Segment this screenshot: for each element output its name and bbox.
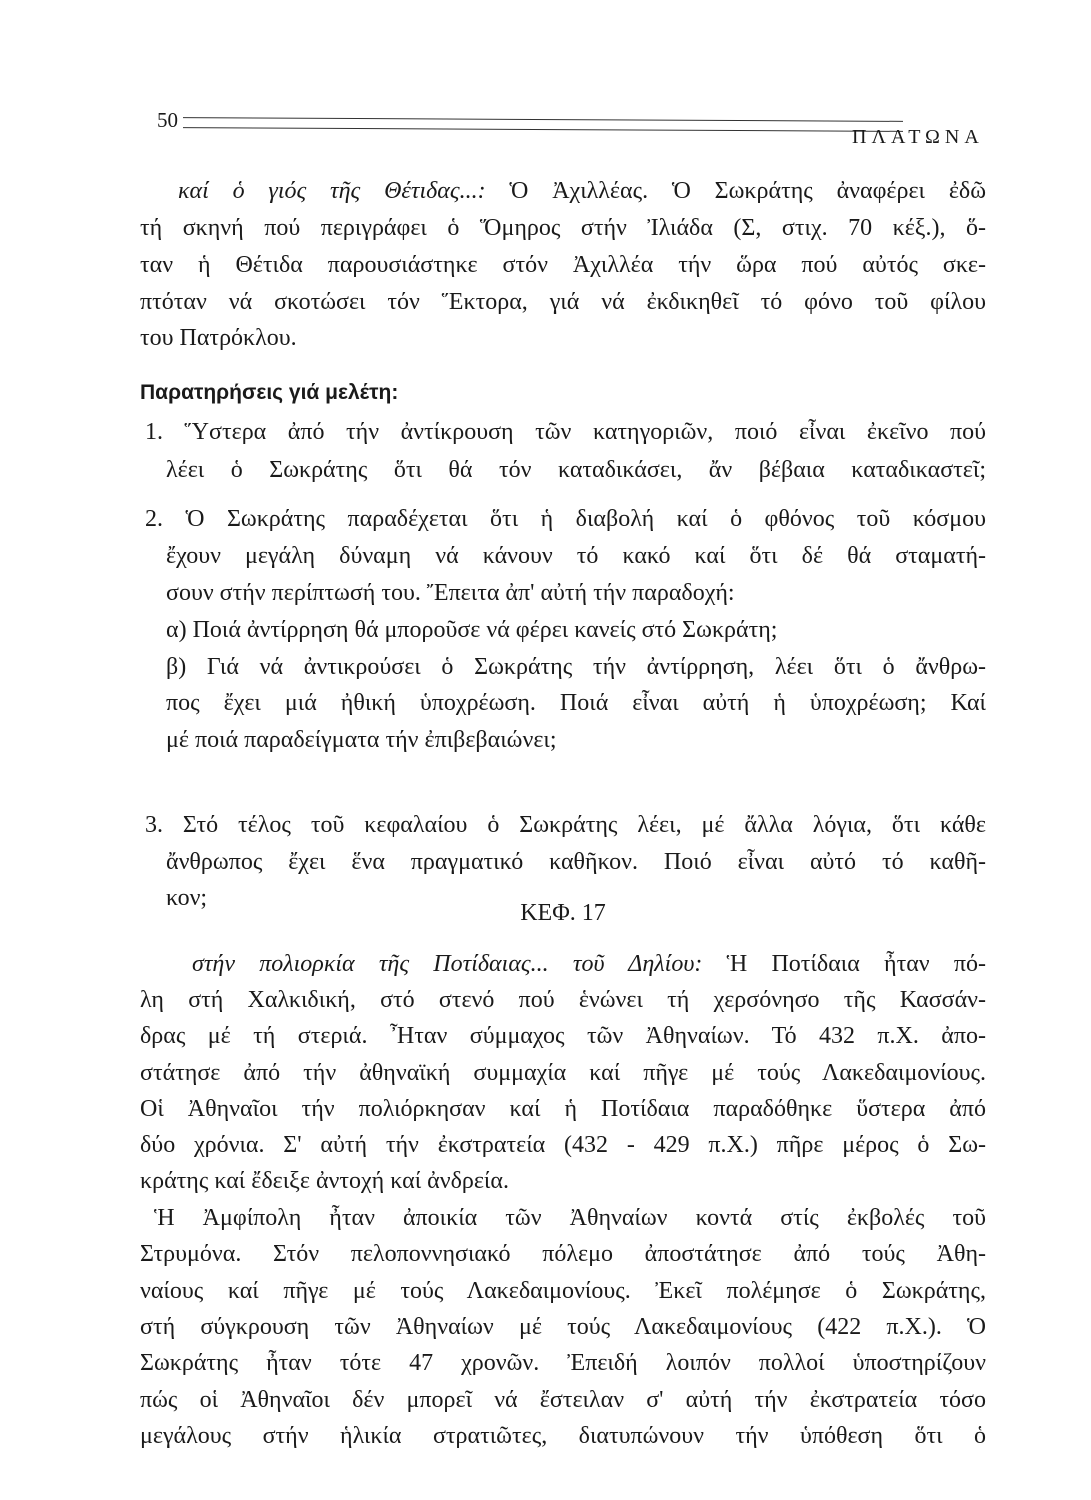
page-number: 50 <box>157 108 178 132</box>
text-line: Ἡ Ἀμφίπολη ἦταν ἀποικία τῶν Ἀθηναίων κοντά στίς ἐκβολές τοῦ <box>154 1205 986 1231</box>
text-line: ἔχουν μεγάλη δύναμη νά κάνουν τό κακό καί ὅτι δέ θά σταματή- <box>166 543 986 569</box>
text-line: μεγάλους στήν ἡλικία στρατιῶτες, διατυπώνουν τήν ὑπόθεση ὅτι ὁ <box>140 1423 986 1449</box>
text-line: ἄνθρωπος ἔχει ἕνα πραγματικό καθῆκον. Ποιό εἶναι αὐτό τό καθῆ- <box>166 849 986 875</box>
text-line: τή σκηνή πού περιγράφει ὁ Ὅμηρος στήν Ἰλιάδα (Σ, στιχ. 70 κέξ.), ὅ- <box>140 215 986 241</box>
text-line: σουν στήν περίπτωσή του. Ἔπειτα ἀπ' αὐτή τήν παραδοχή: <box>166 580 735 606</box>
text-line: πτόταν νά σκοτώσει τόν Ἕκτορα, γιά νά ἐκδικηθεῖ τό φόνο τοῦ φίλου <box>140 289 986 315</box>
text-line: κράτης καί ἔδειξε ἀντοχή καί ἀνδρεία. <box>140 1168 509 1194</box>
line-text: Ὁ Ἀχιλλέας. Ὁ Σωκράτης ἀναφέρει ἐδῶ <box>509 178 986 204</box>
text-line: πώς οἱ Ἀθηναῖοι δέν μπορεῖ νά ἔστειλαν σ' αὐτή τήν ἐκστρατεία τόσο <box>140 1387 986 1413</box>
subquestion-a: α) Ποιά ἀντίρρηση θά μποροῦσε νά φέρει κανείς στό Σωκράτη; <box>166 617 778 643</box>
text-line: στάτησε ἀπό τήν ἀθηναϊκή συμμαχία καί πῆγε μέ τούς Λακεδαιμονίους. <box>140 1060 986 1086</box>
text-line: κον; <box>166 885 208 911</box>
running-title: ΠΛΑΤΩΝΑ <box>852 126 984 148</box>
chapter-heading: ΚΕΦ. 17 <box>520 900 606 926</box>
text-line: λέει ὁ Σωκράτης ὅτι θά τόν καταδικάσει, ἄν βέβαια καταδικαστεῖ; <box>166 457 986 483</box>
text-line <box>140 949 986 979</box>
lemma: καί ὁ γιός τῆς Θέτιδας...: <box>178 178 510 204</box>
text-line: λη στή Χαλκιδική, στό στενό πού ἑνώνει τή χερσόνησο τῆς Κασσάν- <box>140 987 986 1013</box>
text-line: ναίους καί πῆγε μέ τούς Λακεδαιμονίους. Ἐκεῖ πολέμησε ὁ Σωκράτης, <box>140 1278 986 1304</box>
text-line: του Πατρόκλου. <box>140 325 297 351</box>
section-heading: Παρατηρήσεις γιά μελέτη: <box>140 381 399 404</box>
question-1: 1. Ὕστερα ἀπό τήν ἀντίκρουση τῶν κατηγοριῶν, ποιό εἶναι ἐκεῖνο πού <box>145 419 986 445</box>
text-line: Στρυμόνα. Στόν πελοποννησιακό πόλεμο ἀποστάτησε ἀπό τούς Ἀθη- <box>140 1241 986 1267</box>
text-line: μέ ποιά παραδείγματα τήν ἐπιβεβαιώνει; <box>166 727 557 753</box>
subquestion-b: β) Γιά νά ἀντικρούσει ὁ Σωκράτης τήν ἀντίρρηση, λέει ὅτι ὁ ἄνθρω- <box>166 654 986 680</box>
text-line: Οἱ Ἀθηναῖοι τήν πολιόρκησαν καί ἡ Ποτίδαια παραδόθηκε ὕστερα ἀπό <box>140 1096 986 1122</box>
line-text: Ἡ Ποτίδαια ἦταν πό- <box>726 951 986 977</box>
lemma: στήν πολιορκία τῆς Ποτίδαιας... τοῦ Δηλίου: <box>192 951 727 977</box>
text-line <box>140 176 986 206</box>
text-line: πος ἔχει μιά ἠθική ὑποχρέωση. Ποιά εἶναι αὐτή ἡ ὑποχρέωση; Καί <box>166 690 986 716</box>
question-3: 3. Στό τέλος τοῦ κεφαλαίου ὁ Σωκράτης λέει, μέ ἄλλα λόγια, ὅτι κάθε <box>145 812 986 838</box>
text-line: στή σύγκρουση τῶν Ἀθηναίων μέ τούς Λακεδαιμονίους (422 π.Χ.). Ὁ <box>140 1314 986 1340</box>
text-line: δρας μέ τή στεριά. Ἦταν σύμμαχος τῶν Ἀθηναίων. Τό 432 π.Χ. ἀπο- <box>140 1023 986 1049</box>
text-line: δύο χρόνια. Σ' αὐτή τήν ἐκστρατεία (432 - 429 π.Χ.) πῆρε μέρος ὁ Σω- <box>140 1132 986 1158</box>
text-line: ταν ἡ Θέτιδα παρουσιάστηκε στόν Ἀχιλλέα τήν ὥρα πού αὐτός σκε- <box>140 252 986 278</box>
text-line: Σωκράτης ἦταν τότε 47 χρονῶν. Ἐπειδή λοιπόν πολλοί ὑποστηρίζουν <box>140 1350 986 1376</box>
question-2: 2. Ὁ Σωκράτης παραδέχεται ὅτι ἡ διαβολή καί ὁ φθόνος τοῦ κόσμου <box>145 506 986 532</box>
header-rule <box>183 117 903 132</box>
